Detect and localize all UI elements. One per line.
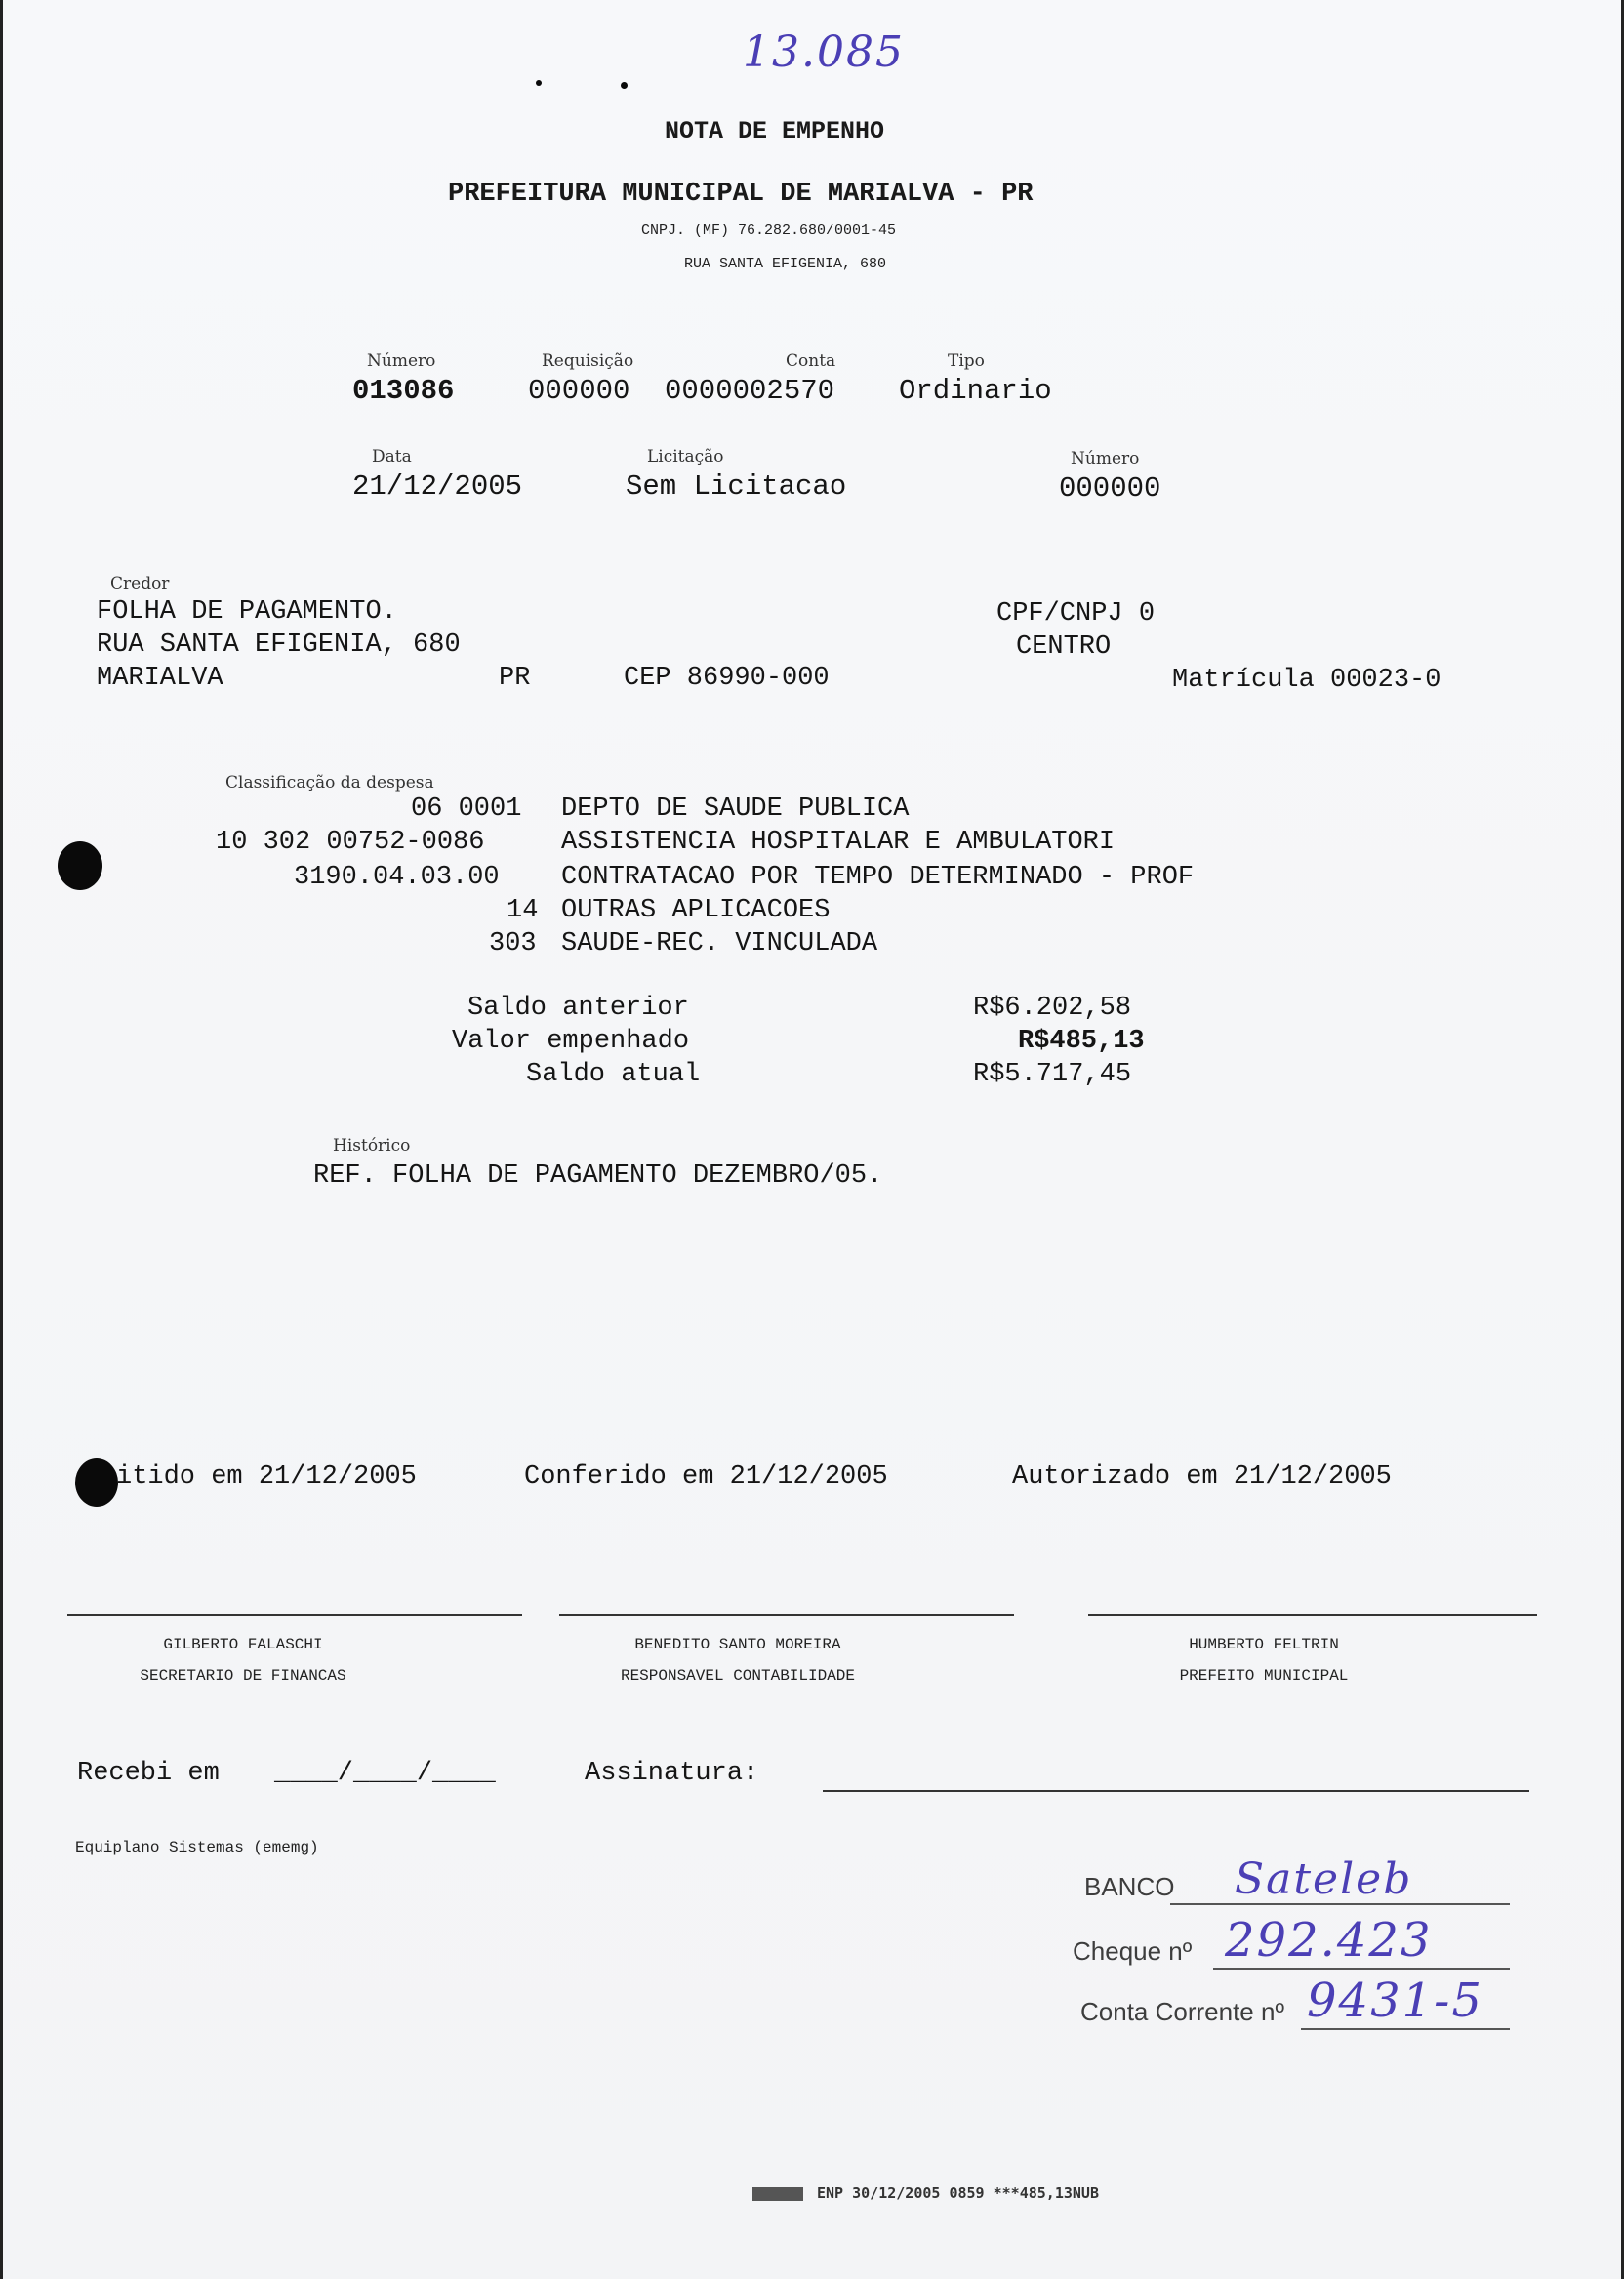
classificacao-desc-2: ASSISTENCIA HOSPITALAR E AMBULATORI [561,828,1116,857]
credor-name: FOLHA DE PAGAMENTO. [97,597,397,627]
credor-street: RUA SANTA EFIGENIA, 680 [97,631,461,660]
assinatura-line[interactable] [823,1790,1529,1792]
tipo-label: Tipo [948,351,985,371]
licitacao-value: Sem Licitacao [626,470,847,503]
signature-line-2 [559,1614,1014,1616]
organization-cnpj: CNPJ. (MF) 76.282.680/0001-45 [641,223,897,239]
stamp-conta-label: Conta Corrente nº [1080,1997,1284,2026]
ink-speck [536,80,542,86]
signature-role-2: RESPONSAVEL CONTABILIDADE [620,1667,856,1685]
saldo-anterior-label: Saldo anterior [467,994,689,1023]
saldo-anterior-value: R$6.202,58 [973,994,1132,1023]
credor-cep: CEP 86990-000 [624,664,830,693]
classificacao-desc-3: CONTRATACAO POR TEMPO DETERMINADO - PROF [561,863,1195,892]
classificacao-desc-5: SAUDE-REC. VINCULADA [561,929,878,958]
recebi-date-blank[interactable]: ____/____/____ [274,1759,496,1788]
system-footer: Equiplano Sistemas (ememg) [75,1839,319,1856]
autorizado-date: Autorizado em 21/12/2005 [1012,1462,1392,1491]
organization-address: RUA SANTA EFIGENIA, 680 [684,256,887,272]
data-value: 21/12/2005 [352,470,523,503]
signature-role-1: SECRETARIO DE FINANCAS [140,1667,346,1685]
requisicao-value: 000000 [528,375,630,407]
conta-value: 0000002570 [665,375,835,407]
data-label: Data [372,447,412,467]
historico-label: Histórico [333,1136,411,1156]
historico-text: REF. FOLHA DE PAGAMENTO DEZEMBRO/05. [313,1161,883,1191]
punch-hole [58,841,102,890]
document-title: NOTA DE EMPENHO [665,117,885,145]
printer-mark-icon [752,2187,803,2201]
classificacao-code-5: 303 [489,929,537,958]
classificacao-label: Classificação da despesa [225,773,434,793]
licitacao-label: Licitação [647,447,724,467]
conferido-date: Conferido em 21/12/2005 [524,1462,888,1491]
saldo-atual-value: R$5.717,45 [973,1060,1132,1089]
classificacao-code-2: 10 302 00752-0086 [216,828,485,857]
valor-empenhado-label: Valor empenhado [452,1027,690,1056]
punch-hole [75,1458,118,1507]
credor-state: PR [499,664,531,693]
tipo-value: Ordinario [899,375,1052,407]
emitido-date: itido em 21/12/2005 [116,1462,417,1491]
classificacao-code-4: 14 [507,896,539,925]
recebi-label: Recebi em [77,1759,220,1788]
ink-speck [621,82,628,89]
handwritten-number: 13.085 [743,27,905,77]
stamp-cheque-handwriting: 292.423 [1225,1913,1433,1968]
conta-label: Conta [786,351,836,371]
stamp-conta-line [1301,2028,1510,2030]
numero2-value: 000000 [1059,472,1161,505]
classificacao-desc-4: OUTRAS APLICACOES [561,896,831,925]
credor-bairro: CENTRO [1016,632,1112,662]
credor-cpf: CPF/CNPJ 0 [996,599,1156,629]
stamp-cheque-line [1213,1968,1510,1970]
saldo-atual-label: Saldo atual [526,1060,701,1089]
credor-matricula: Matrícula 00023-0 [1172,666,1441,695]
classificacao-code-1: 06 0001 [411,794,522,824]
stamp-banco-handwriting: Sateleb [1235,1854,1413,1904]
signature-name-3: HUMBERTO FELTRIN [1189,1636,1339,1653]
signature-role-3: PREFEITO MUNICIPAL [1179,1667,1349,1685]
numero2-label: Número [1071,449,1140,468]
signature-name-2: BENEDITO SANTO MOREIRA [634,1636,841,1653]
bottom-machine-print: ENP 30/12/2005 0859 ***485,13NUB [752,2184,1099,2202]
requisicao-label: Requisição [542,351,634,371]
credor-city: MARIALVA [97,664,223,693]
valor-empenhado-value: R$485,13 [1018,1027,1145,1056]
stamp-conta-handwriting: 9431-5 [1307,1974,1483,2028]
assinatura-label: Assinatura: [585,1759,759,1788]
stamp-banco-label: BANCO [1084,1872,1175,1901]
organization-name: PREFEITURA MUNICIPAL DE MARIALVA - PR [448,180,1034,209]
classificacao-desc-1: DEPTO DE SAUDE PUBLICA [561,794,910,824]
stamp-cheque-label: Cheque nº [1073,1936,1193,1966]
credor-label: Credor [110,574,170,593]
signature-line-1 [67,1614,522,1616]
numero-value: 013086 [352,375,455,407]
classificacao-code-3: 3190.04.03.00 [294,863,500,892]
signature-line-3 [1088,1614,1537,1616]
numero-label: Número [367,351,436,371]
signature-name-1: GILBERTO FALASCHI [163,1636,323,1653]
